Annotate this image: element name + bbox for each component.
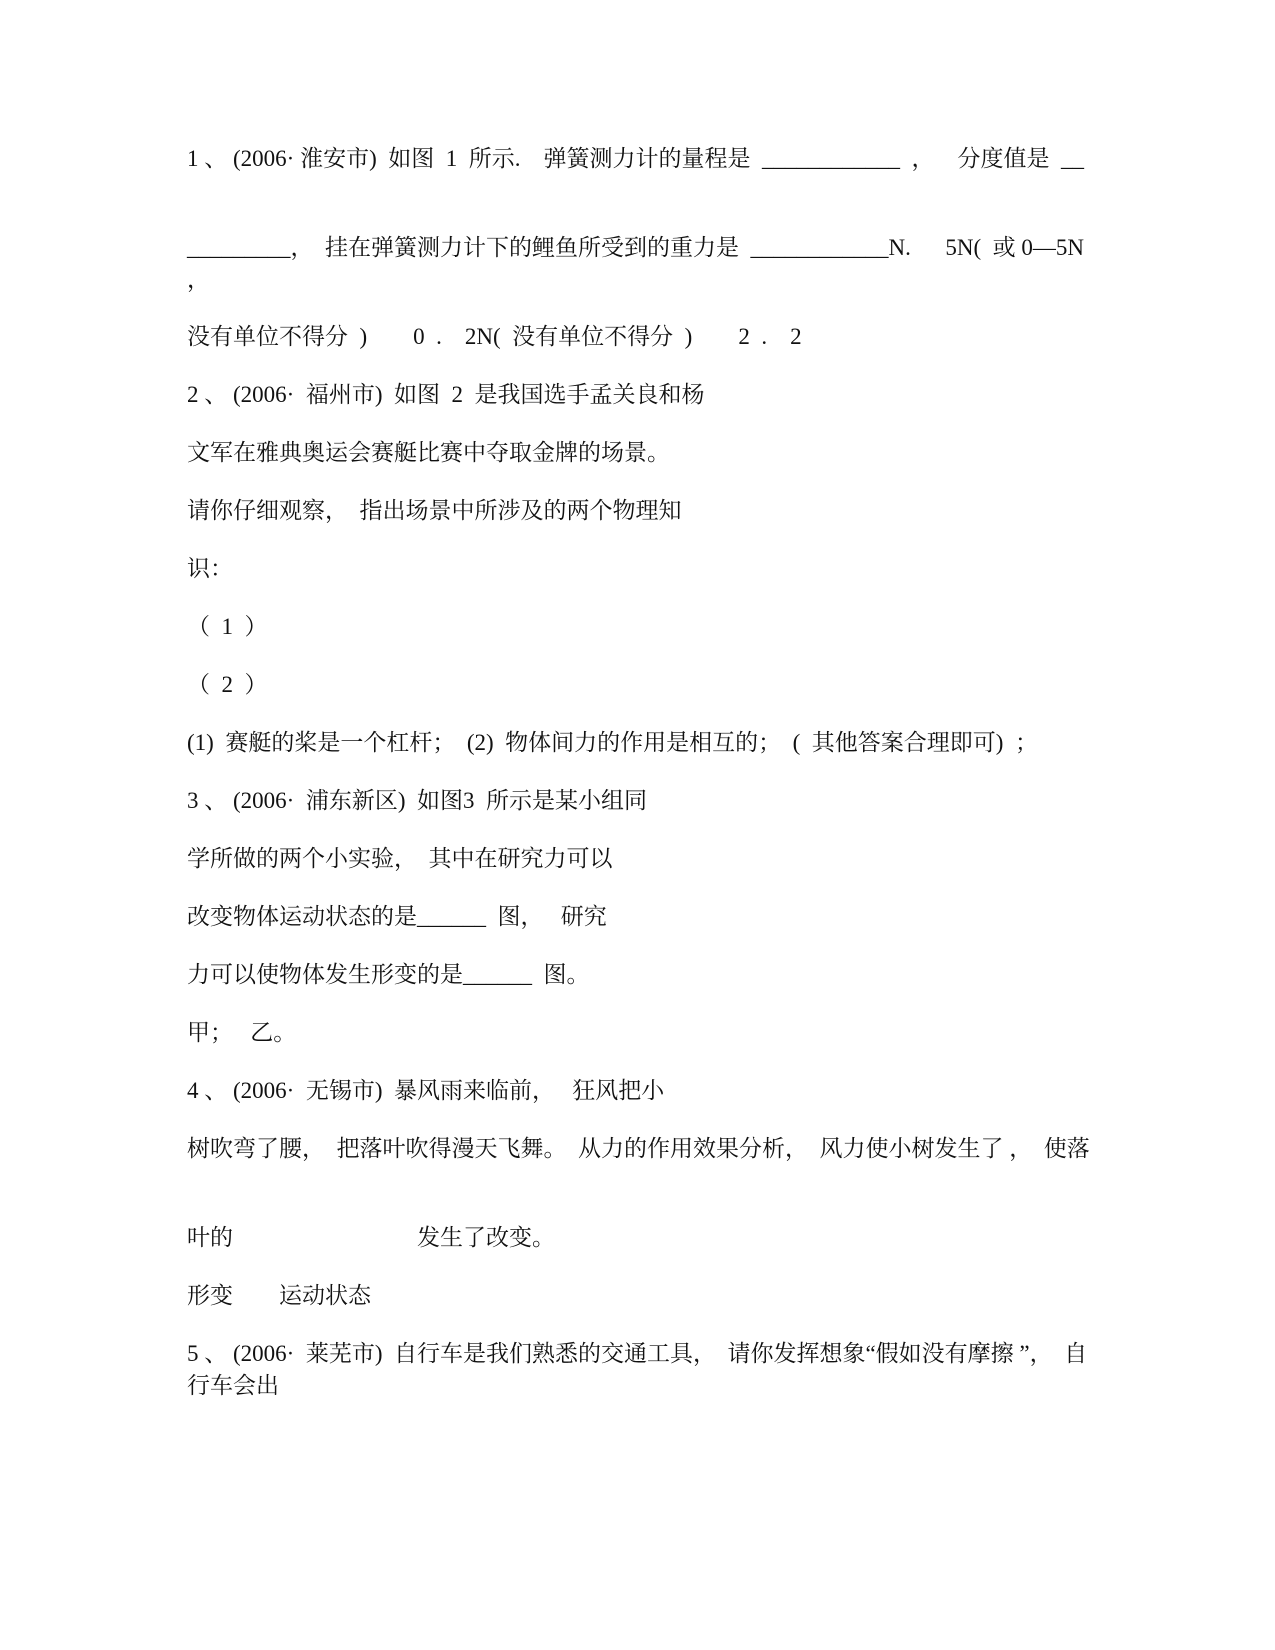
question-5-text: 5 、 (2006· 莱芜市) 自行车是我们熟悉的交通工具， 请你发挥想象“假如没有摩擦 ”， 自行车会出	[187, 1341, 1088, 1398]
question-2-continuation: 识：	[187, 556, 233, 581]
question-2-continuation: 文军在雅典奥运会赛艇比赛中夺取金牌的场景。	[187, 440, 670, 465]
question-3-answer: 甲； 乙。	[187, 1020, 297, 1045]
question-1-text: 1 、 (2006· 淮安市) 如图 1 所示. 弹簧测力计的量程是 ____________ ， 分度值是 __	[187, 146, 1084, 171]
question-2-answer: (1) 赛艇的桨是一个杠杆； (2) 物体间力的作用是相互的； ( 其他答案合理即可) ；	[187, 730, 1038, 755]
question-3-text: 3 、 (2006· 浦东新区) 如图3 所示是某小组同	[187, 788, 647, 813]
question-4-continuation: 叶的 发生了改变。	[187, 1225, 555, 1250]
question-2-blank-1: （ 1 ）	[187, 614, 268, 639]
question-4-text: 4 、 (2006· 无锡市) 暴风雨来临前， 狂风把小	[187, 1078, 665, 1103]
question-4-continuation: 树吹弯了腰， 把落叶吹得漫天飞舞。 从力的作用效果分析， 风力使小树发生了 ， 使落	[187, 1136, 1090, 1161]
question-1-continuation: _________， 挂在弹簧测力计下的鲤鱼所受到的重力是 ____________N. 5N( 或 0—5N ，	[187, 235, 1096, 292]
question-2-blank-2: （ 2 ）	[187, 672, 268, 697]
question-3-continuation: 改变物体运动状态的是______ 图， 研究	[187, 904, 607, 929]
question-1-answer: 没有单位不得分 ) 0 . 2N( 没有单位不得分 ) 2 . 2	[187, 324, 802, 349]
question-4-answer: 形变 运动状态	[187, 1283, 371, 1308]
question-3-continuation: 力可以使物体发生形变的是______ 图。	[187, 962, 590, 987]
question-2-continuation: 请你仔细观察， 指出场景中所涉及的两个物理知	[187, 498, 682, 523]
question-2-text: 2 、 (2006· 福州市) 如图 2 是我国选手孟关良和杨	[187, 382, 705, 407]
question-3-continuation: 学所做的两个小实验， 其中在研究力可以	[187, 846, 613, 871]
